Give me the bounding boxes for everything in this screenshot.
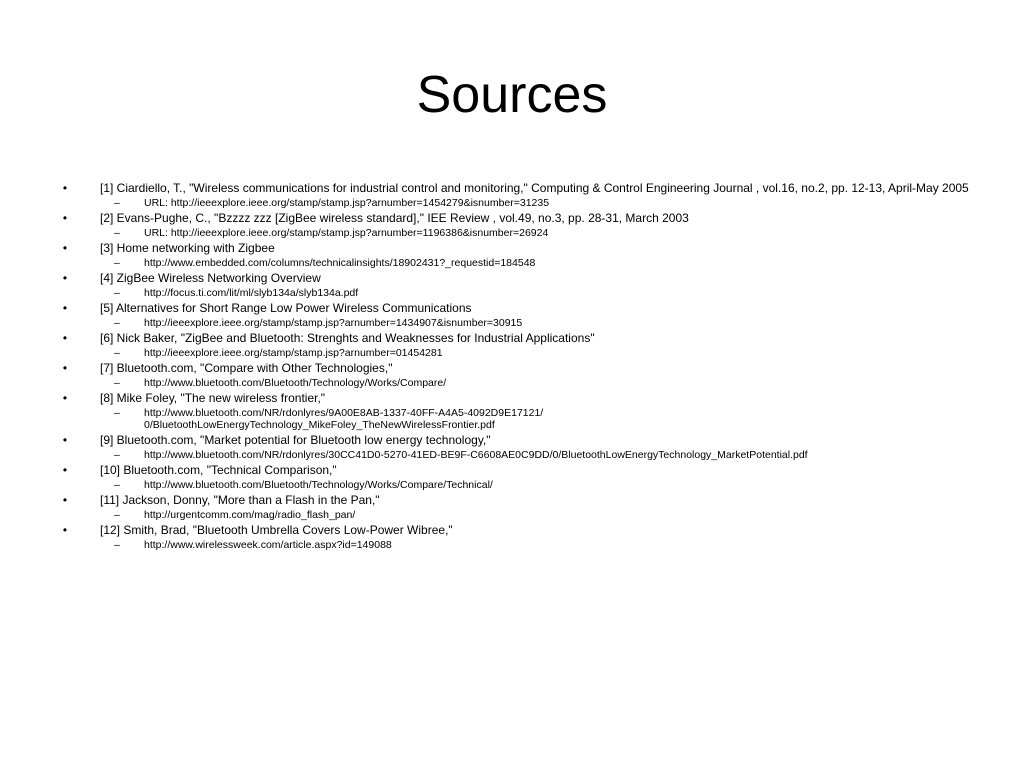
dash: – — [114, 539, 120, 551]
source-url-item — [100, 479, 970, 491]
source-url-item — [100, 227, 970, 239]
source-url-item — [100, 509, 970, 521]
dash: – — [114, 257, 120, 269]
dash: – — [114, 197, 120, 209]
source-url[interactable]: http://www.bluetooth.com/NR/rdonlyres/9A00E8AB-1337-40FF-A4A5-4092D9E17121/0/BluetoothLowEnergyTechnology_MikeFoley_TheNewWirelessFrontier.pdf — [144, 407, 544, 431]
source-item — [60, 494, 970, 521]
source-item — [60, 272, 970, 299]
source-item — [60, 362, 970, 389]
dash: – — [114, 347, 120, 359]
source-url[interactable]: http://ieeexplore.ieee.org/stamp/stamp.jsp?arnumber=1434907&isnumber=30915 — [144, 317, 523, 329]
source-citation: [6] Nick Baker, "ZigBee and Bluetooth: Strenghts and Weaknesses for Industrial Applications" — [100, 331, 595, 345]
bullet: • — [62, 361, 68, 375]
dash: – — [114, 449, 120, 461]
source-citation: [8] Mike Foley, "The new wireless frontier," — [100, 391, 326, 405]
dash: – — [114, 317, 120, 329]
bullet: • — [62, 241, 68, 255]
source-url[interactable]: http://www.wirelessweek.com/article.aspx?id=149088 — [144, 539, 392, 551]
source-citation: [2] Evans-Pughe, C., "Bzzzz zzz [ZigBee wireless standard]," IEE Review , vol.49, no.3, pp. 28-31, March 2003 — [100, 211, 689, 225]
source-url[interactable]: http://www.bluetooth.com/Bluetooth/Technology/Works/Compare/Technical/ — [144, 479, 493, 491]
source-item — [60, 302, 970, 329]
source-url-item — [100, 407, 970, 431]
source-url[interactable]: URL: http://ieeexplore.ieee.org/stamp/stamp.jsp?arnumber=1454279&isnumber=31235 — [144, 197, 550, 209]
source-url-item — [100, 257, 970, 269]
dash: – — [114, 407, 120, 419]
slide-title: Sources — [416, 66, 608, 124]
source-citation: [11] Jackson, Donny, "More than a Flash in the Pan," — [100, 493, 380, 507]
source-citation: [9] Bluetooth.com, "Market potential for Bluetooth low energy technology," — [100, 433, 491, 447]
source-url[interactable]: http://ieeexplore.ieee.org/stamp/stamp.jsp?arnumber=01454281 — [144, 347, 443, 359]
bullet: • — [62, 463, 68, 477]
source-url-item — [100, 539, 970, 551]
source-citation: [1] Ciardiello, T., "Wireless communications for industrial control and monitoring," Computing & Control Engineering Journal , vol.16, no.2, pp. 12-13, April-May 2005 — [100, 181, 969, 195]
source-citation: [4] ZigBee Wireless Networking Overview — [100, 271, 321, 285]
bullet: • — [62, 493, 68, 507]
source-item — [60, 434, 970, 461]
bullet: • — [62, 523, 68, 537]
bullet: • — [62, 433, 68, 447]
source-item — [60, 332, 970, 359]
bullet: • — [62, 181, 68, 195]
source-item — [60, 182, 970, 209]
bullet: • — [62, 271, 68, 285]
dash: – — [114, 509, 120, 521]
bullet: • — [62, 211, 68, 225]
source-url[interactable]: http://www.bluetooth.com/Bluetooth/Technology/Works/Compare/ — [144, 377, 447, 389]
source-url[interactable]: http://focus.ti.com/lit/ml/slyb134a/slyb134a.pdf — [144, 287, 359, 299]
source-url-item — [100, 347, 970, 359]
source-citation: [3] Home networking with Zigbee — [100, 241, 275, 255]
bullet: • — [62, 331, 68, 345]
bullet: • — [62, 301, 68, 315]
source-url-item — [100, 449, 970, 461]
dash: – — [114, 479, 120, 491]
source-url-item — [100, 287, 970, 299]
source-url[interactable]: http://urgentcomm.com/mag/radio_flash_pan/ — [144, 509, 356, 521]
source-citation: [7] Bluetooth.com, "Compare with Other Technologies," — [100, 361, 393, 375]
source-citation: [10] Bluetooth.com, "Technical Comparison," — [100, 463, 337, 477]
source-citation: [5] Alternatives for Short Range Low Power Wireless Communications — [100, 301, 472, 315]
dash: – — [114, 287, 120, 299]
source-url[interactable]: http://www.bluetooth.com/NR/rdonlyres/30CC41D0-5270-41ED-BE9F-C6608AE0C9DD/0/BluetoothLowEnergyTechnology_MarketPotential.pdf — [144, 449, 808, 461]
source-url[interactable]: URL: http://ieeexplore.ieee.org/stamp/stamp.jsp?arnumber=1196386&isnumber=26924 — [144, 227, 549, 239]
sources-list — [60, 182, 970, 551]
source-item — [60, 464, 970, 491]
dash: – — [114, 377, 120, 389]
source-item — [60, 524, 970, 551]
source-url[interactable]: http://www.embedded.com/columns/technicalinsights/18902431?_requestid=184548 — [144, 257, 536, 269]
source-url-item — [100, 197, 970, 209]
bullet: • — [62, 391, 68, 405]
source-item — [60, 392, 970, 431]
source-citation: [12] Smith, Brad, "Bluetooth Umbrella Covers Low-Power Wibree," — [100, 523, 453, 537]
source-item — [60, 242, 970, 269]
source-url-item — [100, 377, 970, 389]
source-url-item — [100, 317, 970, 329]
source-item — [60, 212, 970, 239]
dash: – — [114, 227, 120, 239]
